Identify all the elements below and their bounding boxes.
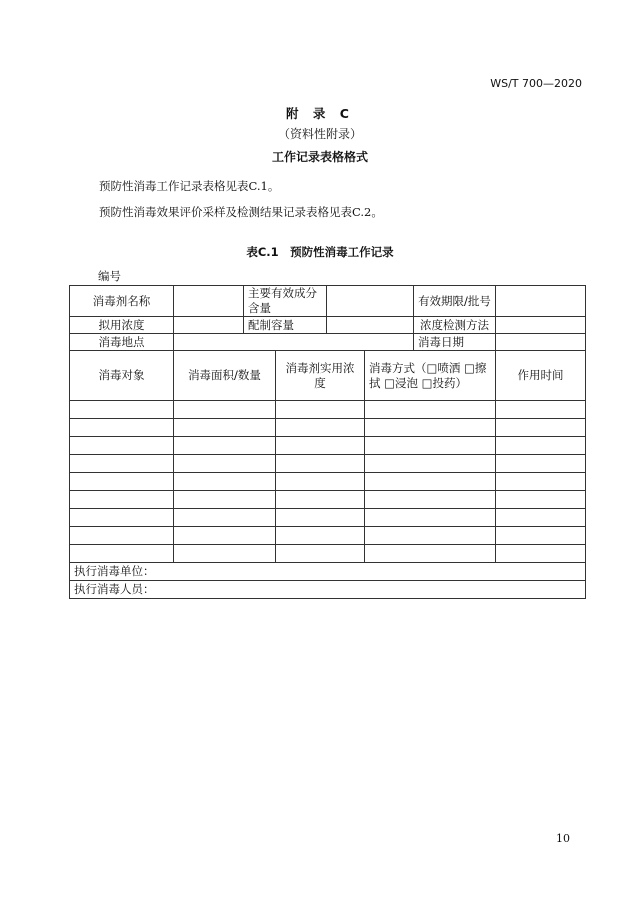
table-column-headers	[70, 351, 586, 401]
standard-code: WS/T 700—2020	[490, 77, 582, 90]
table-row	[70, 401, 586, 419]
disinfectant-name-cell[interactable]	[174, 286, 244, 317]
page-number: 10	[556, 832, 570, 845]
table-row-disinfectant	[70, 286, 586, 317]
validity-batch-label: 有效期限/批号	[414, 286, 496, 317]
col-method: 消毒方式（□喷洒 □擦拭 □浸泡 □投药）	[365, 351, 496, 401]
table-row-concentration	[70, 317, 586, 334]
table-caption: 表C.1 预防性消毒工作记录	[246, 245, 394, 259]
table-row	[70, 491, 586, 509]
table-row	[70, 419, 586, 437]
location-cell[interactable]	[174, 334, 414, 351]
main-content-label: 主要有效成分含量	[244, 286, 327, 317]
date-label: 消毒日期	[414, 334, 496, 351]
col-object: 消毒对象	[70, 351, 174, 401]
table-row-executing-staff	[70, 581, 586, 599]
table-row-location	[70, 334, 586, 351]
col-actual-concentration: 消毒剂实用浓度	[276, 351, 365, 401]
prepared-volume-cell[interactable]	[327, 317, 414, 334]
table-row	[70, 473, 586, 491]
serial-number-label: 编号	[98, 269, 121, 283]
validity-batch-cell[interactable]	[496, 286, 586, 317]
appendix-title: 附 录 C	[286, 106, 354, 121]
disinfectant-name-label: 消毒剂名称	[70, 286, 174, 317]
table-row	[70, 545, 586, 563]
planned-concentration-label: 拟用浓度	[70, 317, 174, 334]
disinfection-record-table	[69, 285, 586, 599]
main-content-cell[interactable]	[327, 286, 414, 317]
appendix-subtitle: 工作记录表格格式	[271, 150, 368, 164]
table-row-executing-unit	[70, 563, 586, 581]
paragraph-table-c1-ref: 预防性消毒工作记录表格见表C.1。	[99, 179, 280, 193]
executing-unit-label[interactable]: 执行消毒单位：	[70, 563, 586, 581]
col-area: 消毒面积/数量	[174, 351, 276, 401]
table-row	[70, 527, 586, 545]
location-label: 消毒地点	[70, 334, 174, 351]
col-duration: 作用时间	[496, 351, 586, 401]
executing-staff-label[interactable]: 执行消毒人员：	[70, 581, 586, 599]
table-row	[70, 455, 586, 473]
paragraph-table-c2-ref: 预防性消毒效果评价采样及检测结果记录表格见表C.2。	[99, 205, 383, 219]
planned-concentration-cell[interactable]	[174, 317, 244, 334]
appendix-nature: （资料性附录）	[277, 127, 362, 141]
table-row	[70, 509, 586, 527]
date-cell[interactable]	[496, 334, 586, 351]
concentration-method-label: 浓度检测方法	[414, 317, 496, 334]
table-row	[70, 437, 586, 455]
prepared-volume-label: 配制容量	[244, 317, 327, 334]
concentration-method-cell[interactable]	[496, 317, 586, 334]
